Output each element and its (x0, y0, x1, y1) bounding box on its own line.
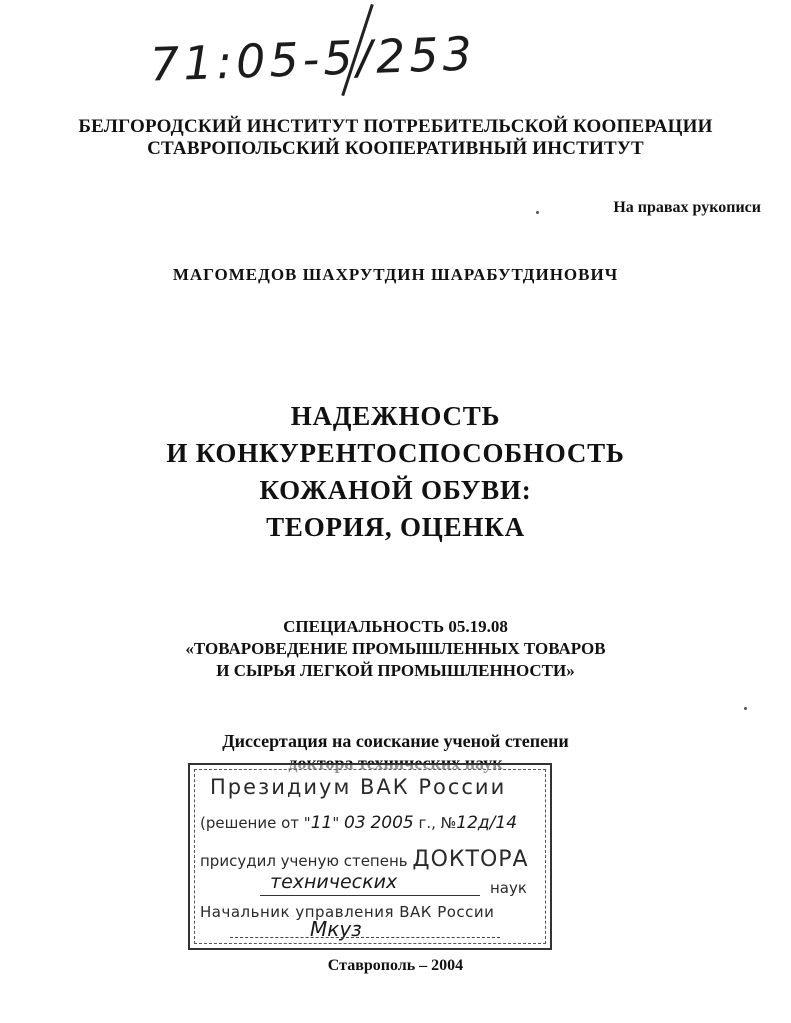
institutes-header (0, 116, 791, 160)
stamp-decision-number: 12д/14 (456, 813, 518, 833)
city-year: Ставрополь – 2004 (327, 957, 464, 974)
stamp-field-suffix: наук (490, 879, 527, 897)
stamp-decision-suffix: г., № (413, 814, 457, 832)
specialty-name-2: И СЫРЬЯ ЛЕГКОЙ ПРОМЫШЛЕННОСТИ» (216, 661, 575, 680)
stamp-signature: Мкуз (310, 917, 362, 941)
stamp-award-prefix: присудил ученую степень (200, 852, 408, 870)
author-name: МАГОМЕДОВ ШАХРУТДИН ШАРАБУТДИНОВИЧ (172, 265, 619, 284)
specialty-block (0, 616, 791, 682)
dissertation-line-1: Диссертация на соискание ученой степени (222, 731, 569, 751)
stamp-decision (200, 813, 517, 833)
stamp-award (200, 847, 529, 872)
title-line-2: И КОНКУРЕНТОСПОСОБНОСТЬ (166, 438, 625, 468)
scan-speck (744, 707, 747, 710)
stamp-decision-day: 11 (310, 813, 333, 833)
specialty-code: СПЕЦИАЛЬНОСТЬ 05.19.08 (283, 617, 508, 636)
stamp-decision-month: 03 (344, 813, 366, 833)
stamp-title: Президиум ВАК России (210, 775, 507, 799)
title-line-3: КОЖАНОЙ ОБУВИ: (259, 475, 532, 505)
institute-1: БЕЛГОРОДСКИЙ ИНСТИТУТ ПОТРЕБИТЕЛЬСКОЙ КООПЕРАЦИИ (78, 116, 713, 137)
title-line-1: НАДЕЖНОСТЬ (290, 401, 501, 431)
stamp-field-handwritten: технических (270, 871, 398, 893)
stamp-degree: ДОКТОРА (412, 847, 529, 872)
stamp-decision-prefix: (решение от " (200, 814, 311, 832)
stamp-head: Начальник управления ВАК России (200, 903, 495, 921)
handwritten-catalog-number: 71:05-5/253 (149, 26, 477, 92)
institute-2: СТАВРОПОЛЬСКИЙ КООПЕРАТИВНЫЙ ИНСТИТУТ (147, 138, 644, 159)
stamp-signature-line (230, 937, 500, 938)
rights-note: На правах рукописи (613, 199, 761, 216)
stamp-field-underline (260, 895, 480, 896)
specialty-name-1: «ТОВАРОВЕДЕНИЕ ПРОМЫШЛЕННЫХ ТОВАРОВ (185, 639, 606, 658)
scan-speck (536, 211, 539, 214)
vak-stamp (188, 763, 552, 950)
dissertation-title (0, 398, 791, 546)
title-line-4: ТЕОРИЯ, ОЦЕНКА (266, 512, 525, 542)
stamp-decision-year: 2005 (370, 813, 414, 833)
stamp-decision-mid: " (332, 814, 345, 832)
